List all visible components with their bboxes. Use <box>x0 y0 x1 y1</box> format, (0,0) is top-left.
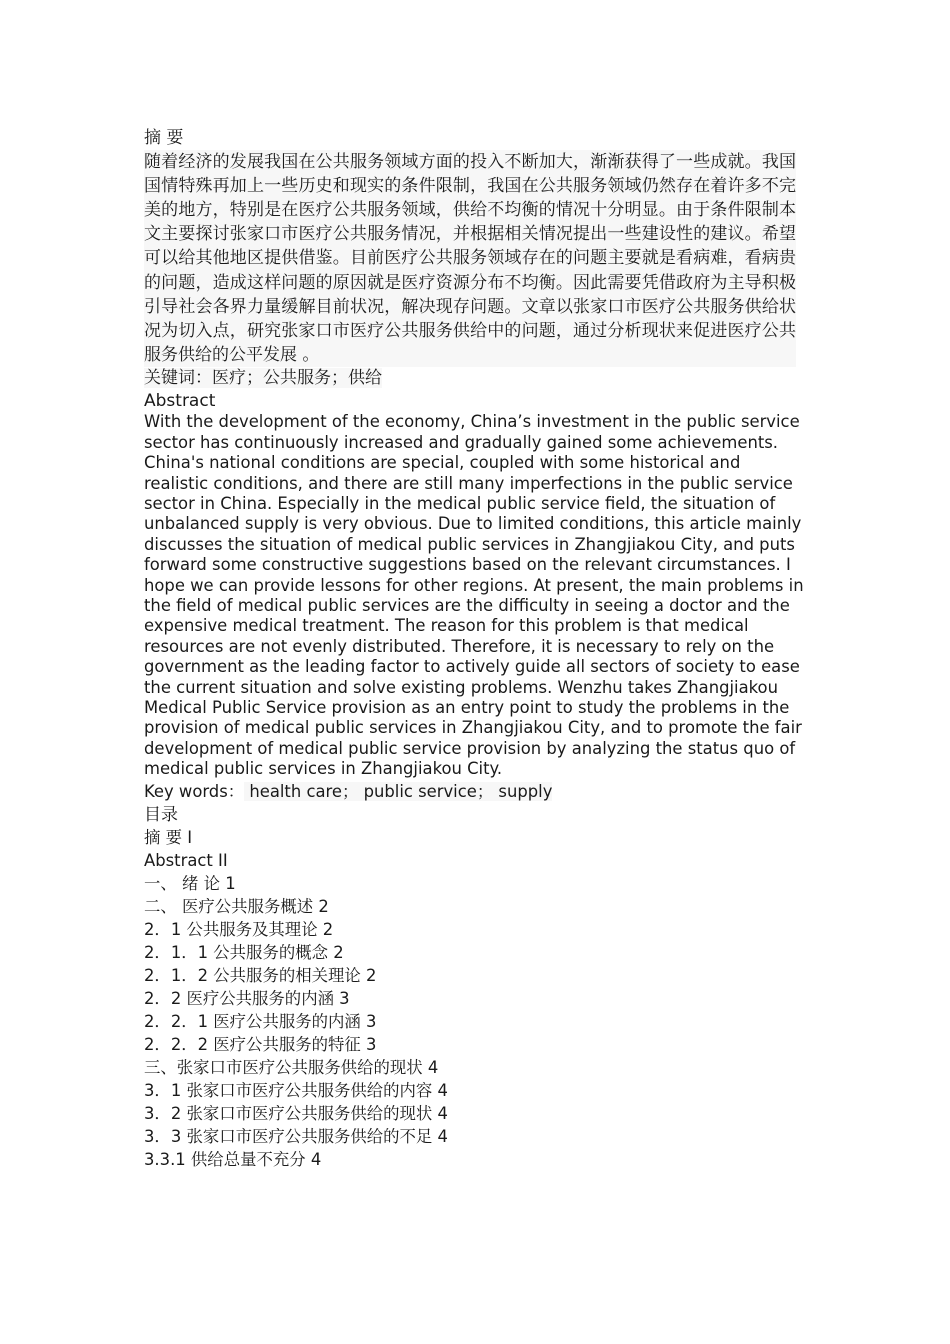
toc-item: 摘 要 I <box>144 828 193 848</box>
en-abstract-heading: Abstract <box>144 390 216 411</box>
toc-item: 一、 绪 论 1 <box>144 874 236 894</box>
table-of-contents <box>144 826 806 1171</box>
toc-item: 3.3.1 供给总量不充分 4 <box>144 1150 322 1170</box>
cn-abstract-heading: 摘 要 <box>144 128 184 148</box>
en-keyword-3: supply <box>493 781 553 801</box>
cn-keywords <box>144 367 806 390</box>
toc-item: 2．1．2 公共服务的相关理论 2 <box>144 966 377 986</box>
document-page <box>144 127 806 1171</box>
en-keywords-label: Key words： <box>144 781 245 801</box>
en-abstract-body: With the development of the economy, China’s investment in the public service sector has continuously increased and gradually gained some achievements. China's national conditions are special, coupled with some historical and realistic conditions, and there are still many imperfections in the public service sector in China. Especially in the medical public service field, the situation of unbalanced supply is very obvious. Due to limited conditions, this article mainly discusses the situation of medical public services in Zhangjiakou City, and puts forward some constructive suggestions based on the relevant circumstances. I hope we can provide lessons for other regions. At present, the main problems in the field of medical public services are the difficulty in seeing a doctor and the expensive medical treatment. The reason for this problem is that medical resources are not evenly distributed. Therefore, it is necessary to rely on the government as the leading factor to actively guide all sectors of society to ease the current situation and solve existing problems. Wenzhu takes Zhangjiakou Medical Public Service provision as an entry point to study the problems in the provision of medical public services in Zhangjiakou City, and to promote the fair development of medical public service provision by analyzing the status quo of medical public services in Zhangjiakou City. <box>144 412 804 779</box>
toc-item: 2．2．2 医疗公共服务的特征 3 <box>144 1035 377 1055</box>
toc-item: 3．2 张家口市医疗公共服务供给的现状 4 <box>144 1104 448 1124</box>
toc-item: 三、张家口市医疗公共服务供给的现状 4 <box>144 1058 439 1078</box>
cn-abstract-body: 随着经济的发展我国在公共服务领域方面的投入不断加大，渐渐获得了一些成就。我国国情特殊再加上一些历史和现实的条件限制，我国在公共服务领域仍然存在着许多不完美的地方，特别是在医疗公共服务领域，供给不均衡的情况十分明显。由于条件限制本文主要探讨张家口市医疗公共服务情况，并根据相关情况提出一些建设性的建议。希望可以给其他地区提供借鉴。目前医疗公共服务领域存在的问题主要就是看病难，看病贵的问题，造成这样问题的原因就是医疗资源分布不均衡。因此需要凭借政府为主导积极引导社会各界力量缓解目前状况，解决现存问题。文章以张家口市医疗公共服务供给状况为切入点，研究张家口市医疗公共服务供给中的问题，通过分析现状来促进医疗公共服务供给的公平发展 。 <box>144 150 796 368</box>
en-keywords <box>144 780 806 803</box>
toc-item: 3．1 张家口市医疗公共服务供给的内容 4 <box>144 1081 448 1101</box>
toc-item: 3．3 张家口市医疗公共服务供给的不足 4 <box>144 1127 448 1147</box>
en-keyword-1: health care； <box>244 781 359 801</box>
toc-item: Abstract II <box>144 851 228 871</box>
toc-item: 2．2．1 医疗公共服务的内涵 3 <box>144 1012 377 1032</box>
toc-item: 2．2 医疗公共服务的内涵 3 <box>144 989 350 1009</box>
toc-item: 2．1．1 公共服务的概念 2 <box>144 943 344 963</box>
cn-keywords-text: 关键词：医疗；公共服务；供给 <box>144 368 382 389</box>
en-keyword-2: public service； <box>358 781 494 801</box>
toc-item: 2．1 公共服务及其理论 2 <box>144 920 334 940</box>
toc-item: 二、 医疗公共服务概述 2 <box>144 897 329 917</box>
toc-heading: 目录 <box>144 804 178 825</box>
